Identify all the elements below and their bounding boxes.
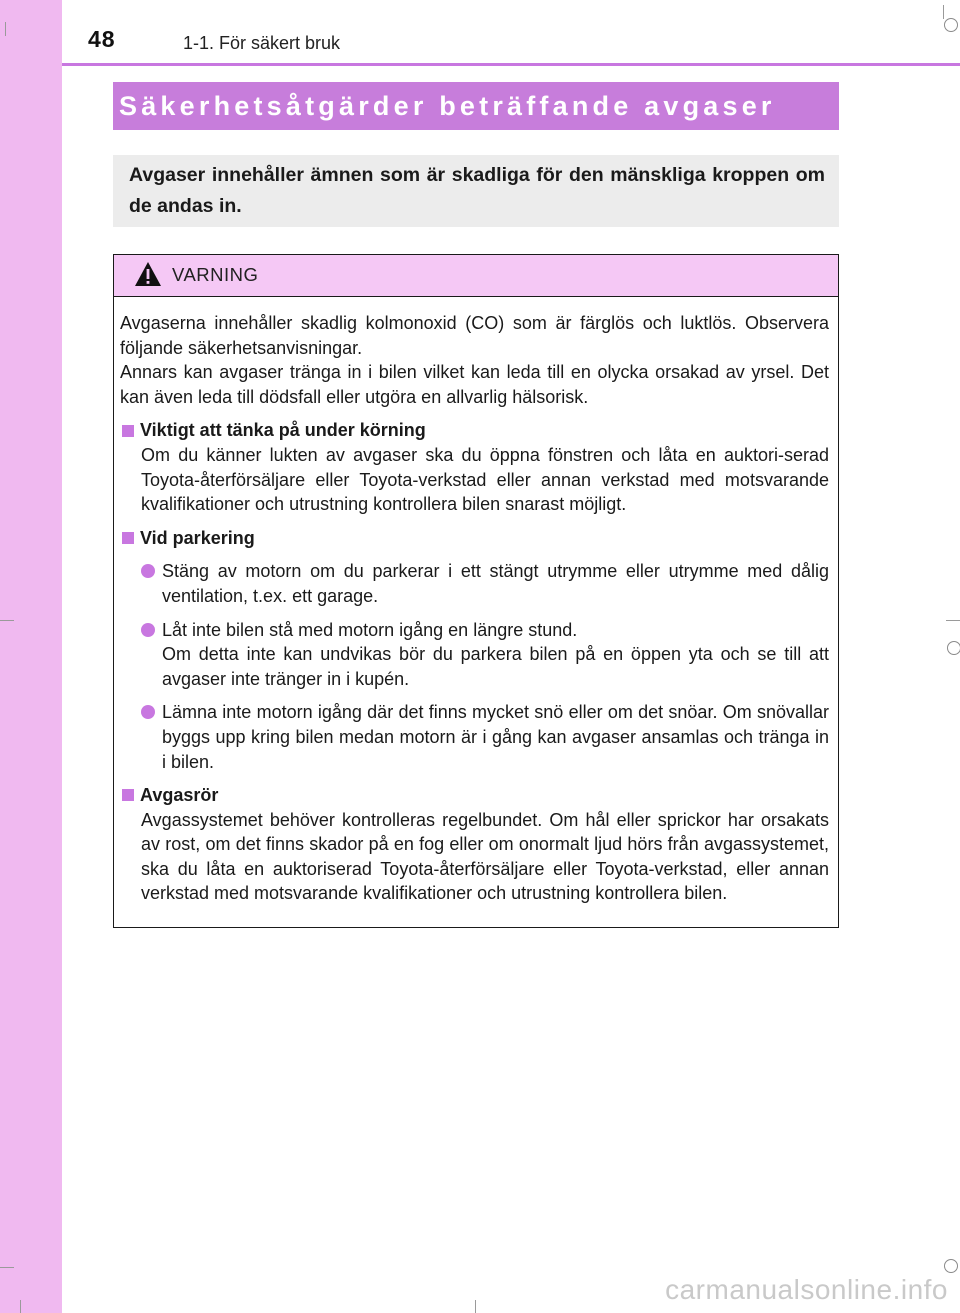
square-bullet-icon	[122, 789, 134, 801]
section-title: Säkerhetsåtgärder beträffande avgaser	[113, 82, 839, 130]
registration-mark	[944, 18, 958, 32]
list-item	[141, 700, 829, 774]
crop-mark	[475, 1300, 476, 1313]
warning-intro-2: Annars kan avgaser tränga in i bilen vilket kan leda till en olycka orsakad av yrsel. Det kan även leda till dödsfall eller utgöra en allvarlig hälsorisk.	[120, 362, 829, 407]
crop-mark	[943, 5, 944, 19]
warning-triangle-icon	[134, 261, 162, 287]
subheading-label: Avgasrör	[140, 785, 219, 806]
square-bullet-icon	[122, 532, 134, 544]
subheading-driving	[120, 418, 829, 443]
square-bullet-icon	[122, 425, 134, 437]
warning-label: VARNING	[172, 264, 259, 285]
warning-body	[114, 297, 838, 906]
registration-mark	[944, 1259, 958, 1273]
warning-intro-1: Avgaserna innehåller skadlig kolmonoxid (CO) som är färglös och luktlös. Observera följande säkerhetsanvisningar.	[120, 313, 829, 358]
header-divider	[62, 63, 960, 66]
list-item	[141, 618, 829, 692]
bullet-text-group	[162, 618, 829, 692]
round-bullet-icon	[141, 705, 155, 719]
round-bullet-icon	[141, 623, 155, 637]
crop-mark	[5, 22, 6, 36]
crop-mark	[946, 620, 960, 621]
crop-mark	[0, 620, 14, 621]
bullet-text: Lämna inte motorn igång där det finns mycket snö eller om det snöar. Om snövallar byggs upp kring bilen medan motorn är i gång kan avgaser ansamlas och tränga in i bilen.	[162, 702, 829, 772]
bullet-text: Låt inte bilen stå med motorn igång en längre stund.	[162, 619, 578, 640]
subheading-parking	[120, 526, 829, 551]
driving-text: Om du känner lukten av avgaser ska du öppna fönstren och låta en auktori-serad Toyota-återförsäljare eller Toyota-verkstad eller annan verkstad med motsvarande kvalifikationer och utrustning kontrollera bilen snarast möjligt.	[141, 444, 829, 515]
list-item	[141, 559, 829, 608]
intro-text: Avgaser innehåller ämnen som är skadliga för den mänskliga kroppen om de andas in.	[129, 164, 825, 217]
crop-mark	[0, 1267, 14, 1268]
subheading-label: Viktigt att tänka på under körning	[140, 420, 426, 441]
subheading-label: Vid parkering	[140, 527, 255, 548]
crop-mark	[20, 1300, 21, 1313]
page-number: 48	[88, 26, 116, 52]
bullet-text: Om detta inte kan undvikas bör du parkera bilen på en öppen yta och se till att avgaser inte tränger in i kupén.	[162, 644, 829, 689]
intro-box	[113, 155, 839, 227]
exhaust-pipe-text: Avgassystemet behöver kontrolleras regelbundet. Om hål eller sprickor har orsakats av rost, om det finns skador på en fog eller om onormalt ljud hörs från avgassystemet, ska du låta en auktoriserad Toyota-återförsäljare eller Toyota-verkstad, eller annan verkstad med motsvarande kvalifikationer och utrustning kontrollera bilen.	[141, 809, 829, 904]
round-bullet-icon	[141, 564, 155, 578]
subheading-exhaust-pipe	[120, 783, 829, 808]
chapter-title: 1-1. För säkert bruk	[183, 33, 341, 53]
warning-header	[114, 255, 838, 297]
watermark: carmanualsonline.info	[665, 1274, 948, 1305]
warning-box	[113, 254, 839, 928]
registration-mark	[947, 641, 960, 655]
left-margin-band	[0, 0, 62, 1313]
bullet-text: Stäng av motorn om du parkerar i ett stängt utrymme eller utrymme med dålig ventilation, t.ex. ett garage.	[162, 561, 829, 606]
